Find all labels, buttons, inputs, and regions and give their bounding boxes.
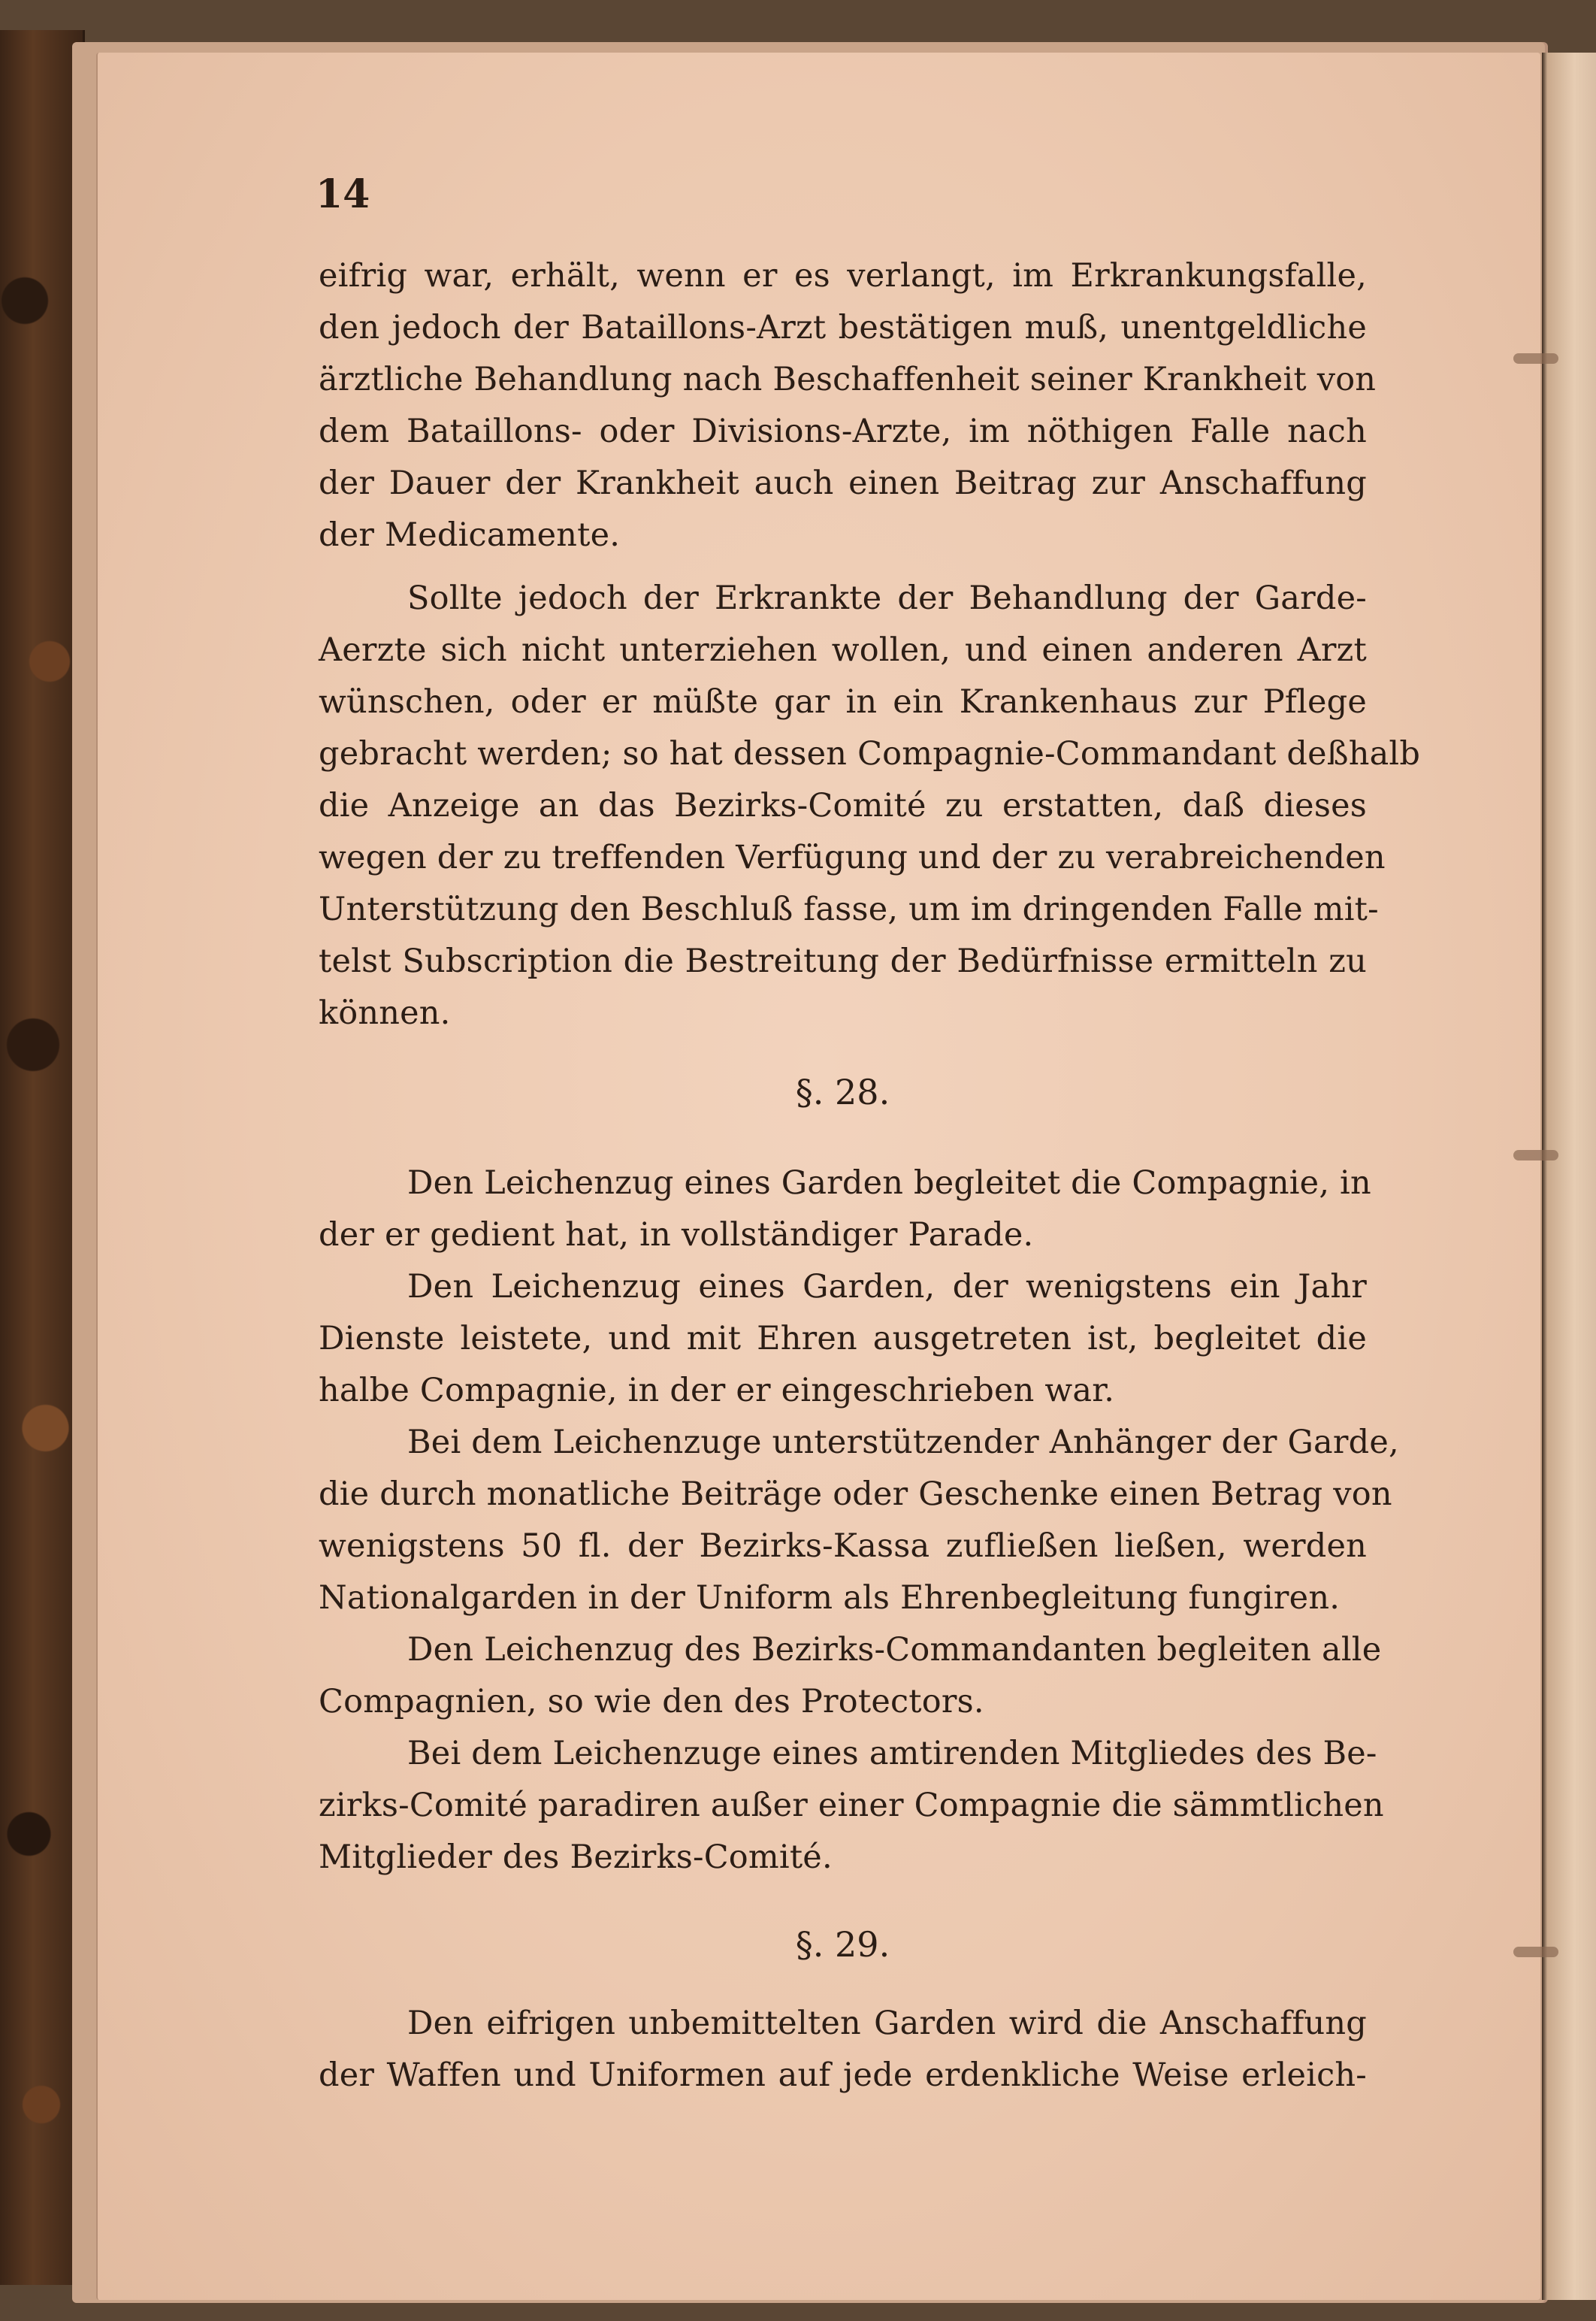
paragraph-continuation [319, 250, 1377, 561]
text-line: dem Bataillons- oder Divisions-Arzte, im nöthigen Falle nach [319, 413, 1367, 450]
text-line: Den eifrigen unbemittelten Garden wird die Anschaffung [407, 2005, 1367, 2042]
text-line: ärztliche Behandlung nach Beschaffenheit seiner Krankheit von [319, 361, 1377, 398]
text-line: eifrig war, erhält, wenn er es verlangt, im Erkrankungsfalle, [319, 257, 1367, 295]
page-number: 14 [316, 171, 370, 217]
text-line: die Anzeige an das Bezirks-Comité zu erstatten, daß dieses [319, 787, 1367, 825]
section-heading-28: §. 28. [795, 1072, 890, 1112]
paragraph-funeral-4 [319, 1624, 1382, 1728]
text-line: der Dauer der Krankheit auch einen Beitrag zur Anschaffung [319, 465, 1367, 502]
text-line: zirks-Comité paradiren außer einer Compagnie die sämmtlichen [319, 1787, 1384, 1824]
paragraph-funeral-5 [319, 1728, 1384, 1884]
text-line: Compagnien, so wie den des Protectors. [319, 1683, 984, 1720]
binding-thread [1513, 353, 1558, 364]
text-line: Bei dem Leichenzuge unterstützender Anhänger der Garde, [407, 1424, 1399, 1461]
text-line: Mitglieder des Bezirks-Comité. [319, 1838, 833, 1876]
binding-thread [1513, 1150, 1558, 1160]
text-line: Den Leichenzug eines Garden, der wenigstens ein Jahr [407, 1268, 1367, 1306]
text-line: können. [319, 994, 451, 1032]
text-line: der Waffen und Uniformen auf jede erdenkliche Weise erleich- [319, 2056, 1367, 2094]
text-line: halbe Compagnie, in der er eingeschrieben war. [319, 1372, 1115, 1409]
text-line: Den Leichenzug eines Garden begleitet die Compagnie, in [407, 1164, 1371, 1202]
text-line: Unterstützung den Beschluß fasse, um im dringenden Falle mit- [319, 891, 1379, 928]
paragraph-funeral-3 [319, 1417, 1399, 1624]
text-line: wegen der zu treffenden Verfügung und der zu verabreichenden [319, 839, 1386, 876]
text-line: die durch monatliche Beiträge oder Geschenke einen Betrag von [319, 1475, 1392, 1513]
text-line: Bei dem Leichenzuge eines amtirenden Mitgliedes des Be- [407, 1735, 1377, 1772]
text-line: der er gedient hat, in vollständiger Parade. [319, 1216, 1034, 1254]
paragraph-funeral-2 [319, 1261, 1367, 1417]
text-line: Dienste leistete, und mit Ehren ausgetreten ist, begleitet die [319, 1320, 1367, 1357]
text-line: Den Leichenzug des Bezirks-Commandanten begleiten alle [407, 1631, 1382, 1669]
text-line: Sollte jedoch der Erkrankte der Behandlung der Garde- [407, 579, 1367, 617]
text-line: den jedoch der Bataillons-Arzt bestätigen muß, unentgeldliche [319, 309, 1367, 346]
text-line: der Medicamente. [319, 516, 621, 554]
text-line: Nationalgarden in der Uniform als Ehrenbegleitung fungiren. [319, 1579, 1341, 1617]
paragraph-illness [319, 573, 1421, 1039]
text-line: wenigstens 50 fl. der Bezirks-Kassa zufließen ließen, werden [319, 1527, 1367, 1565]
text-line: telst Subscription die Bestreitung der Bedürfnisse ermitteln zu [319, 943, 1367, 980]
text-line: wünschen, oder er müßte gar in ein Krankenhaus zur Pflege [319, 683, 1367, 721]
text-line: gebracht werden; so hat dessen Compagnie-Commandant deßhalb [319, 735, 1421, 773]
paragraph-funeral-1 [319, 1157, 1371, 1261]
text-line: Aerzte sich nicht unterziehen wollen, und einen anderen Arzt [319, 631, 1367, 669]
paragraph-weapons [319, 1998, 1367, 2102]
section-heading-29: §. 29. [795, 1924, 890, 1965]
facing-page-edge [1542, 53, 1596, 2300]
binding-thread [1513, 1947, 1558, 1957]
